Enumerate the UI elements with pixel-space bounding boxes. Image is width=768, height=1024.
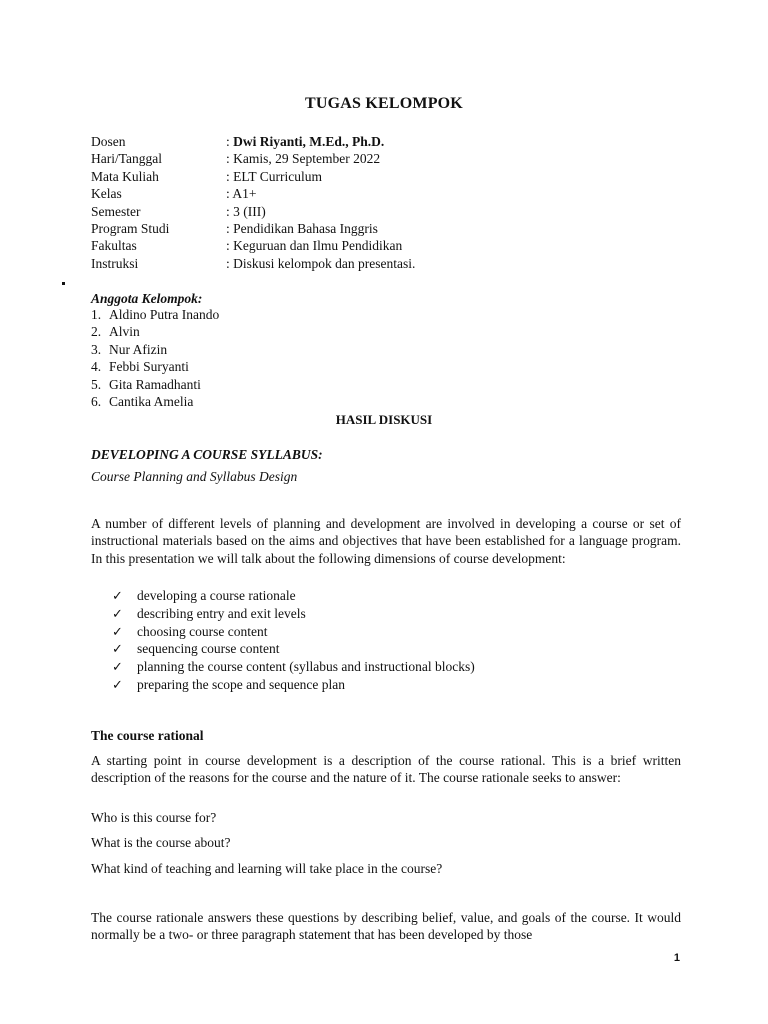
info-label: Fakultas (91, 238, 137, 254)
members-heading: Anggota Kelompok: (91, 291, 203, 306)
info-value: : Kamis, 29 September 2022 (226, 151, 381, 167)
checklist-text: developing a course rationale (137, 588, 296, 603)
member-name: Febbi Suryanti (109, 359, 189, 375)
list-number: 1. (91, 307, 102, 322)
list-item (112, 623, 475, 641)
checklist (112, 587, 475, 694)
info-value: : ELT Curriculum (226, 168, 322, 184)
check-icon: ✓ (112, 642, 123, 658)
list-number: 6. (91, 393, 102, 409)
list-item (91, 341, 219, 358)
list-item (91, 306, 219, 323)
question-1: Who is this course for? (91, 810, 217, 825)
member-name: Alvin (109, 324, 140, 340)
info-label: Semester (91, 203, 141, 219)
member-name: Nur Afizin (109, 341, 168, 357)
question-3: What kind of teaching and learning will take place in the course? (91, 861, 443, 876)
list-item (112, 676, 475, 694)
list-number: 3. (91, 341, 102, 357)
info-value: : Pendidikan Bahasa Inggris (226, 220, 378, 236)
checklist-text: describing entry and exit levels (137, 605, 306, 621)
list-item (91, 323, 219, 340)
info-value: : 3 (III) (226, 203, 266, 219)
member-name: Gita Ramadhanti (109, 376, 201, 392)
list-item (112, 658, 475, 676)
list-item (112, 640, 475, 658)
check-icon: ✓ (112, 660, 123, 676)
list-item (91, 376, 219, 393)
info-value: : (226, 134, 234, 149)
checklist-text: preparing the scope and sequence plan (137, 676, 346, 692)
info-row-mata-kuliah (91, 168, 415, 185)
list-number: 5. (91, 376, 102, 392)
info-value: : A1+ (226, 186, 257, 202)
list-item (112, 605, 475, 623)
info-label: Mata Kuliah (91, 168, 159, 184)
page-number: 1 (673, 952, 680, 964)
info-row-dosen (91, 133, 415, 150)
info-label: Program Studi (91, 220, 170, 236)
question-2: What is the course about? (91, 835, 231, 850)
info-label: Dosen (91, 134, 126, 149)
info-row-semester (91, 203, 415, 220)
checklist-text: sequencing course content (137, 641, 280, 657)
info-value: : Diskusi kelompok dan presentasi. (226, 255, 416, 271)
member-name: Cantika Amelia (109, 393, 194, 409)
list-item (91, 358, 219, 375)
check-icon: ✓ (112, 677, 123, 693)
list-item (112, 587, 475, 605)
bullet-dot (62, 282, 65, 285)
section-title: DEVELOPING A COURSE SYLLABUS: (91, 447, 323, 462)
check-icon: ✓ (112, 589, 123, 604)
info-row-program-studi (91, 220, 415, 237)
info-label: Instruksi (91, 255, 139, 271)
info-row-fakultas (91, 237, 415, 254)
info-row-instruksi (91, 255, 415, 272)
section-subtitle: Course Planning and Syllabus Design (91, 469, 298, 484)
list-number: 2. (91, 324, 102, 340)
members-list (91, 306, 219, 410)
list-item (91, 393, 219, 410)
checklist-text: choosing course content (137, 623, 268, 639)
list-number: 4. (91, 359, 102, 375)
paragraph-rationale-answers: The course rationale answers these questions by describing belief, value, and goals of the course. It would normally be a two- or three paragraph statement that has been developed by those (91, 910, 681, 943)
hasil-diskusi-heading: HASIL DISKUSI (335, 412, 433, 427)
info-value: : Keguruan dan Ilmu Pendidikan (226, 238, 403, 254)
info-row-hari-tanggal (91, 150, 415, 167)
paragraph-rational: A starting point in course development is a description of the course rational. This is a brief written description of the reasons for the course and the nature of it. The course rationale seeks to answer: (91, 753, 681, 786)
info-value-bold: Dwi Riyanti, M.Ed., Ph.D. (233, 134, 385, 149)
info-label: Kelas (91, 186, 122, 202)
rational-heading: The course rational (91, 728, 204, 743)
member-name: Aldino Putra Inando (109, 307, 220, 322)
check-icon: ✓ (112, 624, 123, 640)
paragraph-intro: A number of different levels of planning and development are involved in developing a course or set of instructional materials based on the aims and objectives that have been established for a language program. In this presentation we will talk about the following dimensions of course development: (91, 516, 681, 566)
document-title: TUGAS KELOMPOK (305, 95, 463, 112)
info-block (91, 133, 415, 272)
check-icon: ✓ (112, 606, 123, 622)
info-label: Hari/Tanggal (91, 151, 163, 167)
info-row-kelas (91, 185, 415, 202)
checklist-text: planning the course content (syllabus and instructional blocks) (137, 659, 475, 675)
